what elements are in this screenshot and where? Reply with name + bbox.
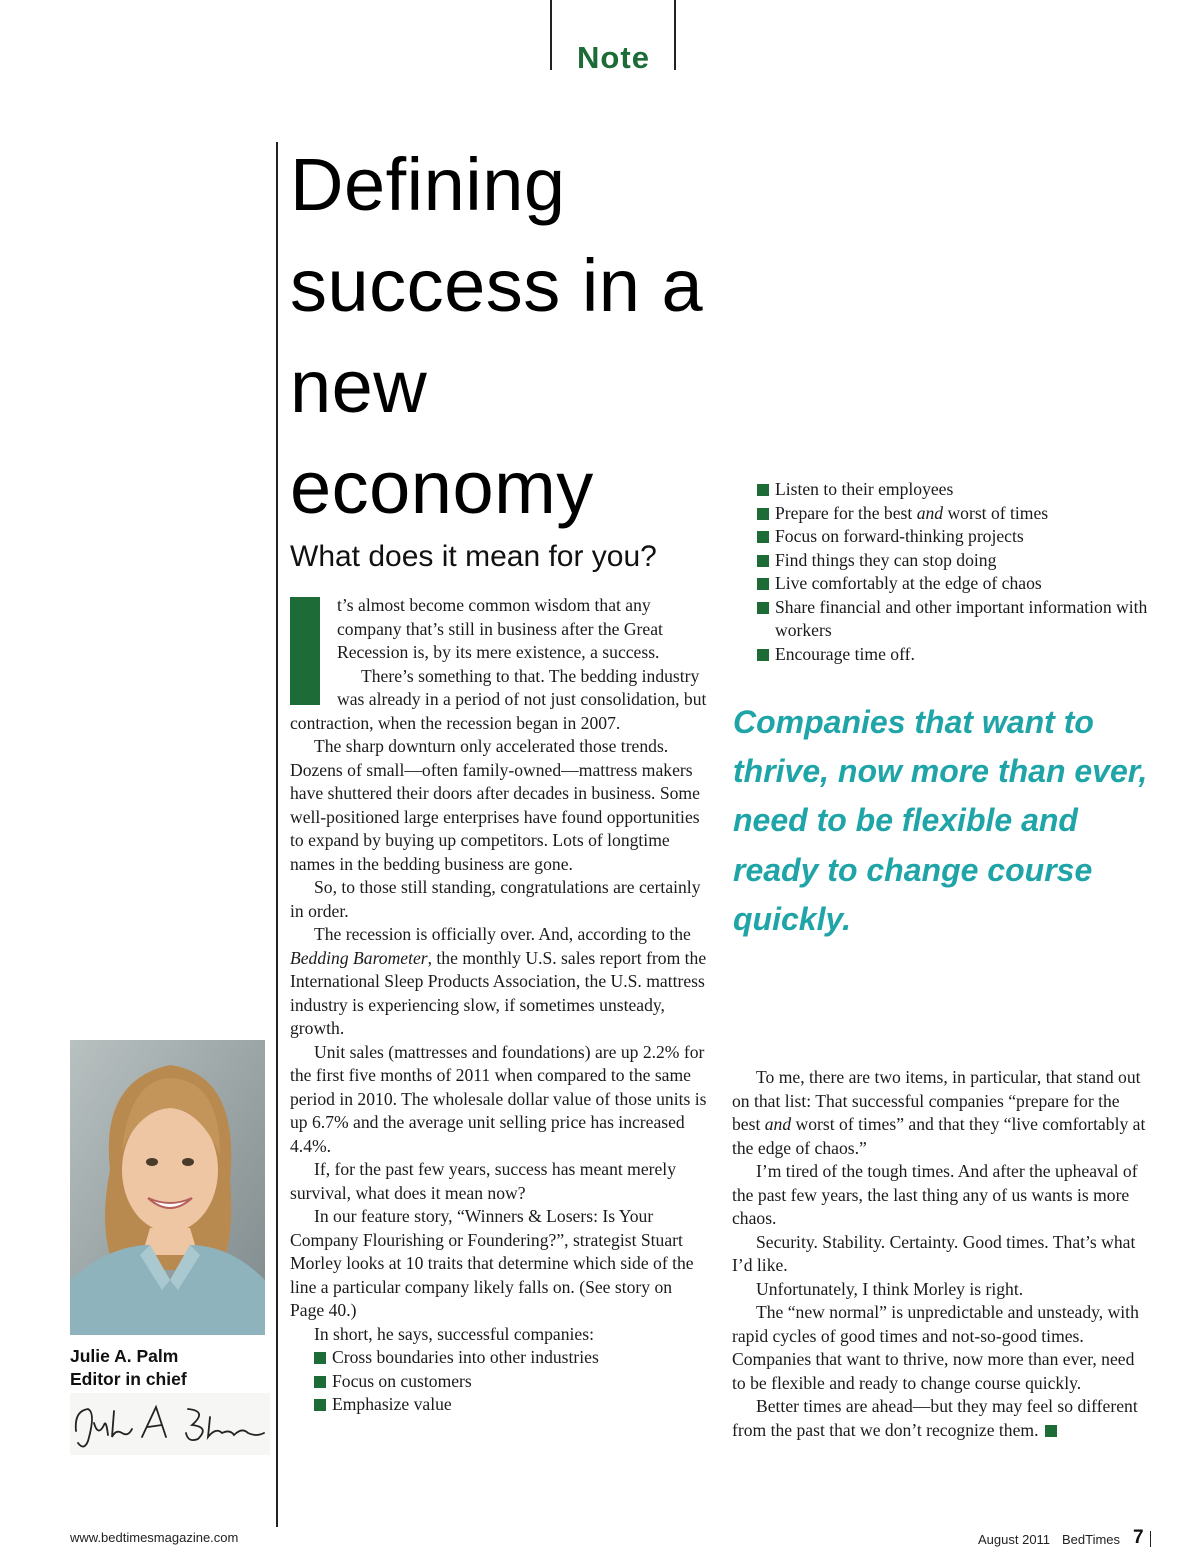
text-run: Prepare for the best: [775, 502, 913, 523]
paragraph: [732, 1066, 1150, 1160]
column-rule: [276, 142, 278, 1527]
list-item: Listen to their employees: [757, 478, 1157, 502]
pull-quote: Companies that want to thrive, now more than ever, need to be flexible and ready to change course quickly.: [733, 704, 1148, 937]
section-label: Note: [577, 40, 650, 75]
text-run: Better times are ahead—but they may feel so different from the past that we don’t recognize them.: [732, 1396, 1138, 1440]
publication-title: Bedding Barometer: [290, 947, 428, 968]
page-number: 7: [1133, 1527, 1144, 1548]
signature: [70, 1393, 270, 1455]
text-run: The recession is officially over. And, according to the: [314, 924, 691, 944]
portrait-illustration: [70, 1040, 265, 1335]
footer-magazine: BedTimes: [1062, 1532, 1121, 1547]
paragraph: If, for the past few years, success has meant merely survival, what does it mean now?: [290, 1159, 676, 1203]
subheadline: What does it mean for you?: [290, 540, 657, 573]
traits-list-left: [314, 1346, 708, 1417]
text-run: To me, there are two items, in particular, that stand out on that list: That successful companies “prepare for the best: [732, 1067, 1141, 1134]
footer-divider: [1150, 1531, 1151, 1547]
editor-title: Editor in chief: [70, 1369, 187, 1389]
editor-photo: [70, 1040, 265, 1335]
emphasis: and: [916, 502, 944, 523]
list-item: Focus on forward-thinking projects: [757, 525, 1157, 549]
paragraph: In short, he says, successful companies:: [314, 1323, 594, 1344]
list-item: Cross boundaries into other industries: [314, 1346, 708, 1370]
list-item: Find things they can stop doing: [757, 549, 1157, 573]
paragraph: t’s almost become common wisdom that any company that’s still in business after the Great Recession is, by its mere existence, a success.: [337, 595, 663, 662]
paragraph: The “new normal” is unpredictable and unsteady, with rapid cycles of good times and not-so-good times. Companies that want to thrive, now more than ever, need to be flexible and ready to change course quickly.: [732, 1302, 1139, 1393]
article-column-left: [290, 594, 708, 1417]
text-run: worst of times: [943, 502, 1049, 523]
traits-list-right-container: [757, 478, 1157, 666]
paragraph: [290, 923, 708, 1041]
list-item: Focus on customers: [314, 1370, 708, 1394]
text-run: , the monthly U.S. sales report from the International Sleep Products Association, the U.S. mattress industry is experiencing slow, if sometimes unsteady, growth.: [290, 947, 707, 1038]
list-item: [757, 502, 1157, 526]
footer-date: August 2011: [978, 1532, 1051, 1547]
paragraph: Unfortunately, I think Morley is right.: [756, 1278, 1024, 1299]
text-run: worst of times” and that they “live comfortably at the edge of chaos.”: [732, 1114, 1146, 1158]
list-item: Emphasize value: [314, 1393, 708, 1417]
end-mark-icon: [1045, 1425, 1057, 1437]
footer-url[interactable]: www.bedtimesmagazine.com: [70, 1530, 239, 1545]
list-item: Share financial and other important information with workers: [757, 596, 1157, 643]
paragraph: Security. Stability. Certainty. Good times. That’s what I’d like.: [732, 1231, 1136, 1275]
paragraph: I’m tired of the tough times. And after the upheaval of the past few years, the last thing any of us wants is more chaos.: [732, 1161, 1138, 1228]
paragraph: [732, 1395, 1150, 1442]
paragraph: Unit sales (mattresses and foundations) are up 2.2% for the first five months of 2011 when compared to the same period in 2010. The wholesale dollar value of those units is up 6.7% and the average unit selling price has increased 4.4%.: [290, 1041, 707, 1156]
paragraph: There’s something to that. The bedding industry was already in a period of not just consolidation, but contraction, when the recession began in 2007.: [290, 665, 707, 733]
emphasis: and: [764, 1114, 792, 1134]
paragraph: In our feature story, “Winners & Losers: Is Your Company Flourishing or Foundering?”, strategist Stuart Morley looks at 10 traits that determine which side of the line a particular company likely falls on. (See story on Page 40.): [290, 1206, 694, 1320]
drop-cap: [290, 597, 320, 705]
traits-list-right: [757, 478, 1157, 666]
headline: Defining success in a new economy: [290, 143, 704, 529]
article-column-right: [732, 1066, 1150, 1442]
list-item: Encourage time off.: [757, 643, 1157, 667]
paragraph: The sharp downturn only accelerated those trends. Dozens of small—often family-owned—mattress makers have shuttered their doors after decades in business. Some well-positioned large enterprises have found opportunities to expand by buying up competitors. Lots of longtime names in the bedding business are gone.: [290, 736, 700, 874]
editor-name: Julie A. Palm: [70, 1346, 179, 1366]
signature-drawing: [70, 1393, 270, 1455]
paragraph: So, to those still standing, congratulations are certainly in order.: [290, 877, 701, 921]
list-item: Live comfortably at the edge of chaos: [757, 572, 1157, 596]
